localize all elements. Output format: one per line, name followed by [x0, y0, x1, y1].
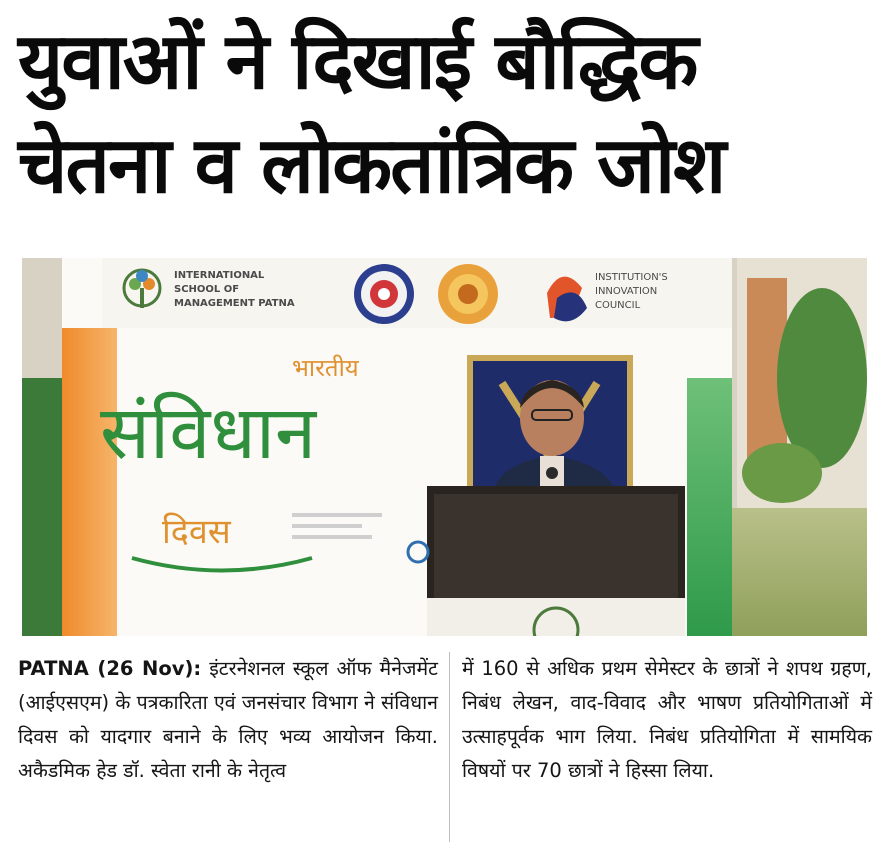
- news-photo: [22, 258, 867, 636]
- headline-line-1: युवाओं ने दिखाई बौद्धिक: [18, 17, 697, 107]
- seal-logo: [354, 264, 414, 324]
- banner-subtext-1: [292, 513, 382, 517]
- headline-line-2: चेतना व लोकतांत्रिक जोश: [18, 121, 725, 211]
- left-plants: [22, 378, 62, 636]
- banner-title-sub: दिवस: [162, 512, 231, 552]
- school-name-line1: INTERNATIONAL: [174, 270, 265, 281]
- column-divider: [449, 652, 450, 842]
- dateline: PATNA (26 Nov):: [18, 657, 202, 680]
- iic-name-line2: INNOVATION: [595, 286, 658, 297]
- iic-name-line3: COUNCIL: [595, 300, 641, 311]
- banner-subtext-3: [292, 535, 372, 539]
- article-column-left: [18, 652, 438, 788]
- school-name-line2: SCHOOL OF: [174, 284, 240, 295]
- banner-title-big: संविधान: [100, 390, 317, 476]
- tree-right: [777, 288, 867, 468]
- banner-title-small: भारतीय: [292, 354, 359, 382]
- article-column-right: [462, 652, 872, 788]
- article-text-right: में 160 से अधिक प्रथम सेमेस्टर के छात्रों ने शपथ ग्रहण, निबंध लेखन, वाद-विवाद और भाषण प्रतियोगिताओं में उत्साहपूर्वक भाग लिया. निबंध प्रतियोगिता में सामयिक विषयों पर 70 छात्रों ने हिस्सा लिया.: [462, 657, 872, 782]
- article-text-left: इंटरनेशनल स्कूल ऑफ मैनेजमेंट (आईएसएम) के पत्रकारिता एवं जनसंचार विभाग ने संविधान दिवस को यादगार बनाने के लिए भव्य आयोजन किया. अकैडमिक हेड डॉ. स्वेता रानी के नेतृत्व: [18, 657, 438, 782]
- lawn: [722, 508, 867, 636]
- banner-subtext-2: [292, 524, 362, 528]
- iic-name-line1: INSTITUTION'S: [595, 272, 668, 283]
- headline: [18, 10, 868, 218]
- sun-emblem-logo: [438, 264, 498, 324]
- podium: [427, 486, 685, 636]
- bush-right: [742, 443, 822, 503]
- school-name-line3: MANAGEMENT PATNA: [174, 298, 295, 309]
